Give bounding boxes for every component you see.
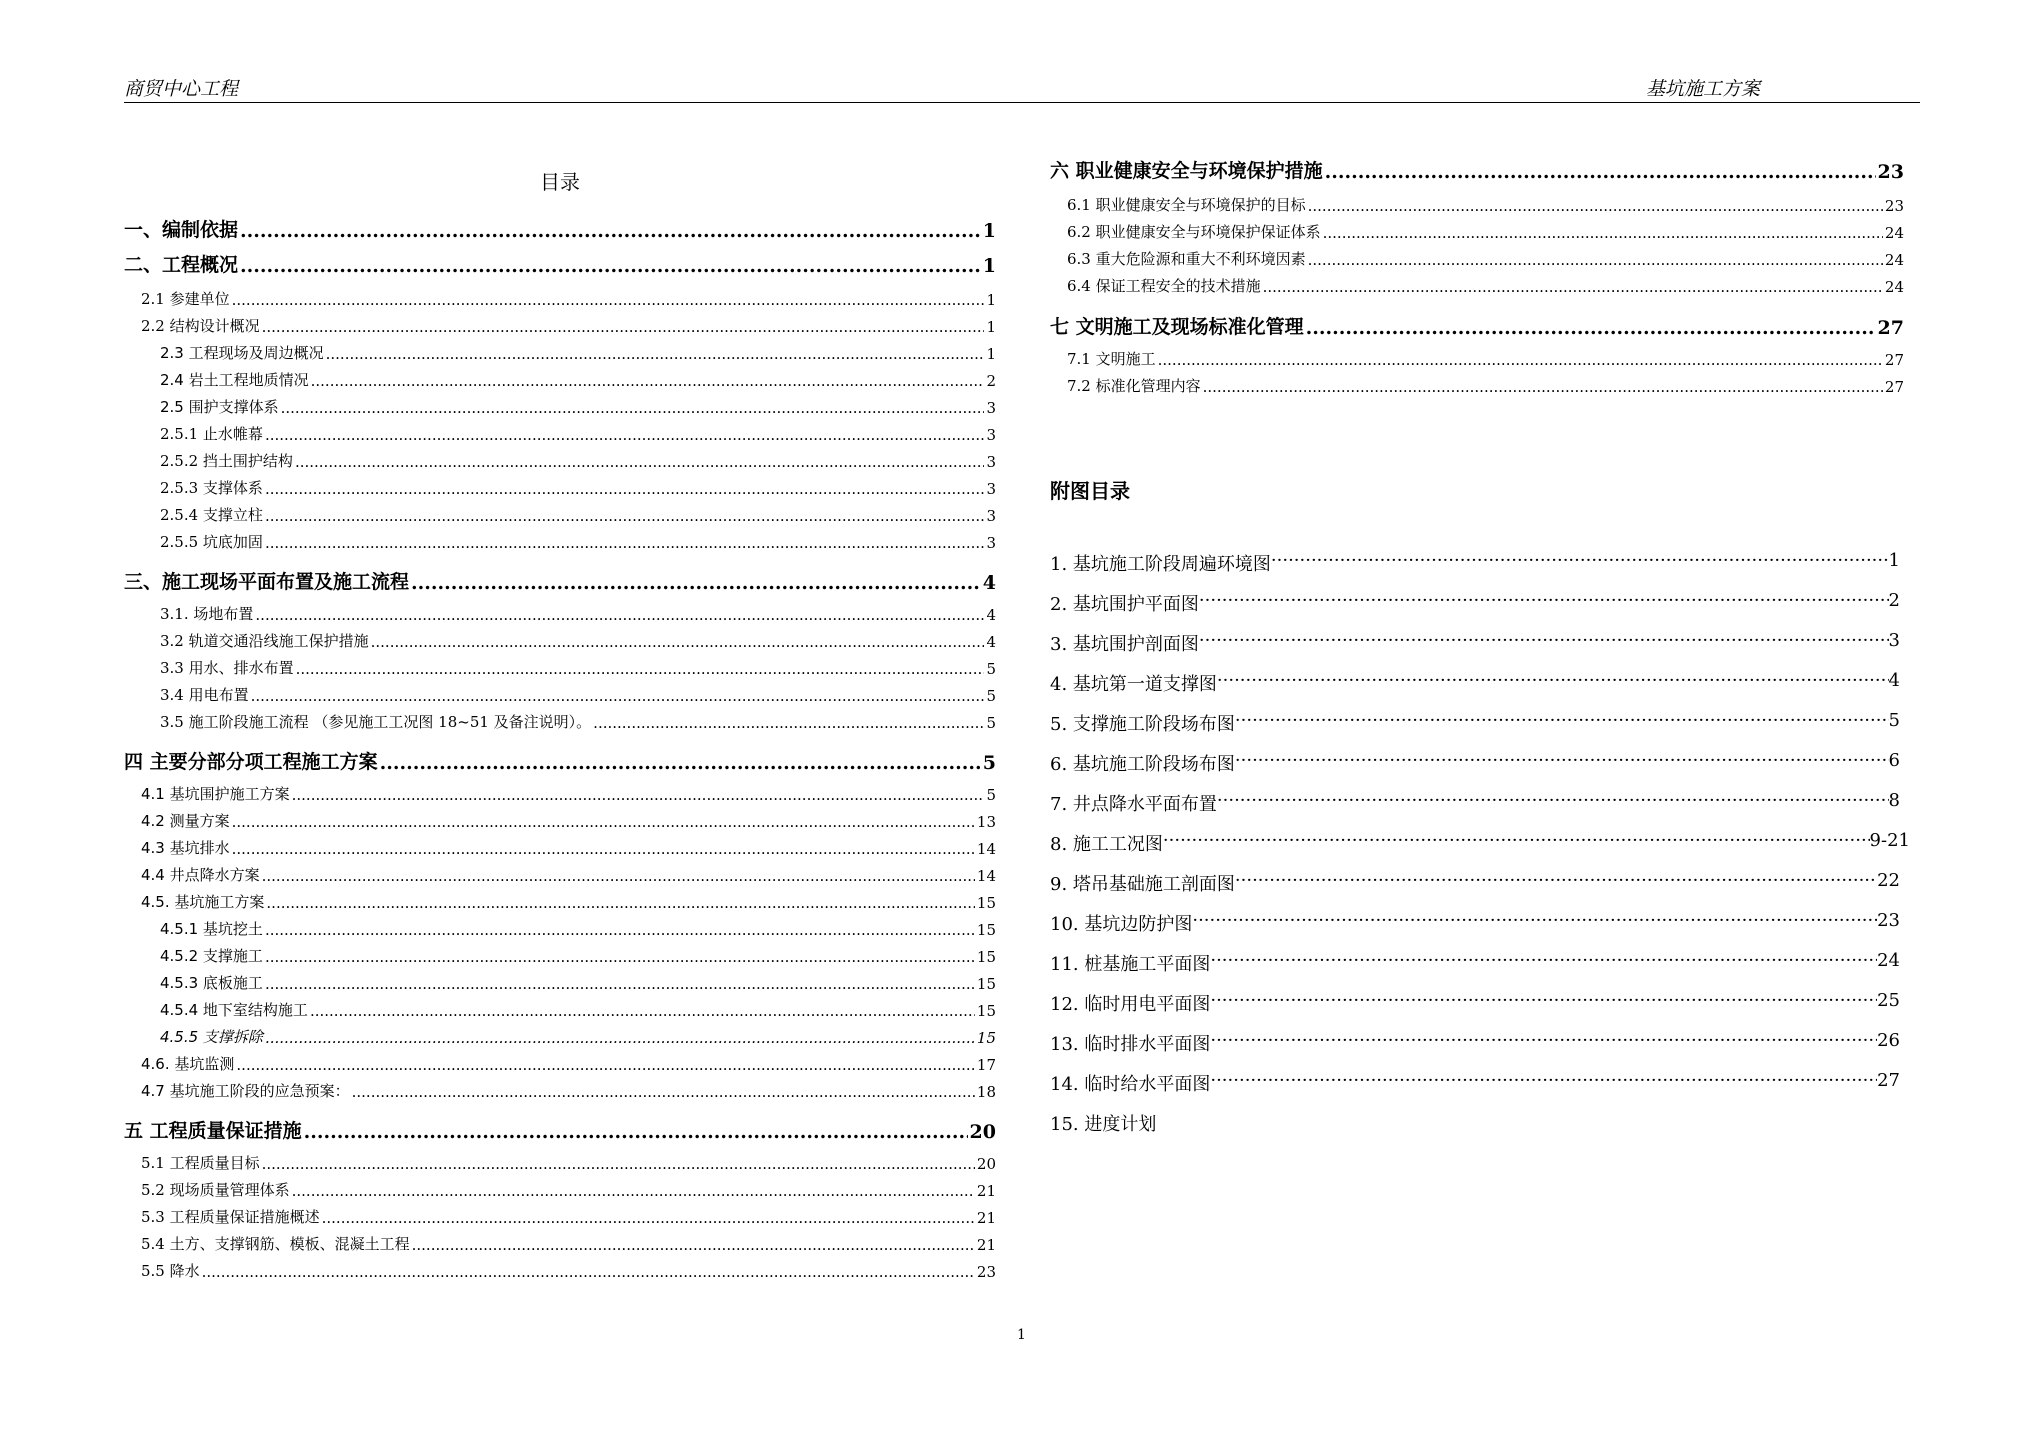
toc-left-entry[interactable] [141,810,996,831]
dot-leader [240,255,981,277]
toc-entry-page: 23 [1884,197,1904,215]
toc-left-entry[interactable] [141,1179,996,1200]
toc-left-entry[interactable] [141,783,996,804]
figure-list-item[interactable] [1050,750,1900,776]
toc-entry-label: 2.3 工程现场及周边概况 [160,344,324,362]
toc-entry-page: 15 [976,975,996,993]
figure-label: 9. 塔吊基础施工剖面图 [1050,874,1235,895]
toc-left-entry[interactable] [160,531,996,552]
figure-page: 6 [1888,750,1900,771]
toc-left-entry[interactable] [141,315,996,336]
toc-entry-label: 4.7 基坑施工阶段的应急预案： [141,1082,350,1100]
toc-left-entry[interactable] [141,1080,996,1101]
dot-leader [255,606,984,624]
toc-entry-page: 18 [976,1083,996,1101]
dot-leader [232,291,985,309]
dot-leader [265,534,985,552]
dot-leader [1263,278,1883,296]
toc-entry-label: 2.1 参建单位 [141,290,230,308]
figure-list-item[interactable] [1050,790,1900,816]
dot-leader [352,1083,975,1101]
toc-entry-page: 5 [982,752,996,774]
toc-entry-page: 17 [976,1056,996,1074]
toc-left-entry[interactable] [124,567,996,594]
dot-leader [1323,224,1883,242]
toc-left-entry[interactable] [141,1206,996,1227]
dot-leader [296,660,985,678]
dot-leader [265,426,985,444]
toc-left-entry[interactable] [160,369,996,390]
dot-leader [1210,1030,1877,1056]
figure-label: 7. 井点降水平面布置 [1050,794,1217,815]
header-document-title: 基坑施工方案 [1645,78,1760,100]
toc-left-entry[interactable] [160,999,996,1020]
dot-leader [1210,1070,1877,1096]
figure-list-item[interactable] [1050,910,1900,936]
toc-entry-label: 4.5. 基坑施工方案 [141,893,265,911]
figure-label: 1. 基坑施工阶段周遍环境图 [1050,554,1271,575]
toc-entry-page: 27 [1877,317,1904,339]
dot-leader [1210,950,1877,976]
dot-leader [265,507,985,525]
toc-right-entry[interactable] [1050,312,1904,339]
figure-list-item[interactable] [1050,950,1900,976]
dot-leader [1203,378,1883,396]
toc-entry-label: 6.3 重大危险源和重大不利环境因素 [1067,250,1306,268]
figure-page: 8 [1888,790,1900,811]
toc-right-entry[interactable] [1067,348,1904,369]
toc-entry-label: 3.1. 场地布置 [160,605,254,623]
toc-left-entry[interactable] [160,450,996,471]
figure-page: 3 [1888,630,1900,651]
toc-entry-page: 1 [986,345,996,363]
dot-leader [593,714,984,732]
dot-leader [310,1002,975,1020]
toc-left-entry[interactable] [141,1233,996,1254]
figure-label: 12. 临时用电平面图 [1050,994,1211,1015]
toc-entry-label: 3.5 施工阶段施工流程 （参见施工工况图 18~51 及备注说明）。 [160,713,592,731]
toc-right-entry[interactable] [1067,375,1904,396]
toc-left-entry[interactable] [160,657,996,678]
dot-leader [262,867,975,885]
toc-entry-page: 13 [976,813,996,831]
toc-left-entry[interactable] [141,837,996,858]
toc-left-entry[interactable] [160,945,996,966]
dot-leader [265,948,975,966]
toc-entry-label: 六 职业健康安全与环境保护措施 [1050,160,1323,182]
dot-leader [236,1056,975,1074]
toc-entry-page: 24 [1884,278,1904,296]
toc-left-entry[interactable] [124,250,996,277]
dot-leader [326,345,985,363]
toc-entry-page: 1 [982,220,996,242]
figure-page: 4 [1888,670,1900,691]
figure-list-item[interactable] [1050,830,1910,856]
figure-list-item[interactable] [1050,590,1900,616]
toc-left-entry[interactable] [160,396,996,417]
toc-entry-page: 15 [976,948,996,966]
toc-entry-label: 5.2 现场质量管理体系 [141,1181,290,1199]
toc-entry-label: 2.5.5 坑底加固 [160,533,263,551]
figure-page: 23 [1877,910,1900,931]
figure-label: 15. 进度计划 [1050,1114,1157,1135]
dot-leader [304,1121,968,1143]
figure-label: 4. 基坑第一道支撑图 [1050,674,1217,695]
dot-leader [251,687,985,705]
toc-entry-label: 2.5.1 止水帷幕 [160,425,263,443]
dot-leader [1199,630,1889,656]
figure-label: 14. 临时给水平面图 [1050,1074,1211,1095]
dot-leader [1163,830,1870,856]
dot-leader [1199,590,1889,616]
page-number: 1 [1017,1327,1026,1343]
toc-entry-label: 5.1 工程质量目标 [141,1154,260,1172]
toc-entry-page: 21 [976,1182,996,1200]
dot-leader [295,453,985,471]
figure-list-item[interactable] [1050,670,1900,696]
toc-entry-page: 24 [1884,224,1904,242]
toc-entry-page: 1 [982,255,996,277]
toc-entry-label: 5.5 降水 [141,1262,200,1280]
toc-left-entry[interactable] [141,1260,996,1281]
toc-entry-page: 2 [986,372,996,390]
toc-entry-page: 5 [986,714,996,732]
toc-entry-page: 15 [976,1002,996,1020]
toc-entry-page: 5 [986,660,996,678]
toc-left-entry[interactable] [160,972,996,993]
toc-entry-label: 2.2 结构设计概况 [141,317,260,335]
figure-list-title: 附图目录 [1050,479,1130,503]
dot-leader [1235,870,1877,896]
toc-entry-label: 4.2 测量方案 [141,812,230,830]
toc-entry-label: 2.4 岩土工程地质情况 [160,371,309,389]
toc-left-entry[interactable] [124,215,996,242]
toc-entry-label: 三、施工现场平面布置及施工流程 [124,571,410,593]
toc-entry-page: 4 [986,633,996,651]
figure-page: 1 [1888,550,1900,571]
toc-entry-label: 4.4 井点降水方案 [141,866,260,884]
page-header [124,70,1920,103]
toc-entry-page: 1 [986,291,996,309]
dot-leader [1271,550,1889,576]
toc-entry-page: 3 [986,480,996,498]
figure-list-item[interactable] [1050,630,1900,656]
toc-entry-page: 14 [976,867,996,885]
toc-entry-page: 4 [982,572,996,594]
toc-entry-page: 15 [976,894,996,912]
toc-entry-label: 3.4 用电布置 [160,686,249,704]
toc-entry-page: 3 [986,399,996,417]
figure-label: 2. 基坑围护平面图 [1050,594,1199,615]
toc-entry-label: 二、工程概况 [124,254,239,276]
toc-entry-page: 1 [986,318,996,336]
toc-entry-label: 5.3 工程质量保证措施概述 [141,1208,320,1226]
figure-page: 25 [1877,990,1900,1011]
toc-entry-label: 4.6. 基坑监测 [141,1055,235,1073]
dot-leader [232,840,975,858]
dot-leader [1325,161,1876,183]
figure-label: 10. 基坑边防护图 [1050,914,1193,935]
dot-leader [1217,790,1889,816]
toc-left-entry[interactable] [160,711,996,732]
toc-entry-label: 七 文明施工及现场标准化管理 [1050,316,1304,338]
toc-left-entry[interactable] [124,1116,996,1143]
dot-leader [411,572,981,594]
toc-entry-page: 5 [986,786,996,804]
dot-leader [281,399,985,417]
toc-entry-label: 3.3 用水、排水布置 [160,659,294,677]
dot-leader [265,921,975,939]
toc-entry-label: 一、编制依据 [124,219,239,241]
dot-leader [1192,910,1877,936]
toc-left-entry[interactable] [160,1026,996,1047]
figure-list-item[interactable] [1050,710,1900,736]
toc-left-entry[interactable] [160,504,996,525]
toc-right-entry[interactable] [1050,156,1904,183]
toc-right-entry[interactable] [1067,194,1904,215]
toc-entry-label: 4.3 基坑排水 [141,839,230,857]
toc-entry-page: 3 [986,453,996,471]
toc-left-entry[interactable] [141,1053,996,1074]
toc-entry-label: 4.5.4 地下室结构施工 [160,1001,308,1019]
toc-entry-page: 14 [976,840,996,858]
toc-entry-page: 3 [986,507,996,525]
figure-page: 9-21 [1869,830,1910,851]
dot-leader [265,975,975,993]
dot-leader [292,786,985,804]
toc-left-entry[interactable] [141,891,996,912]
dot-leader [380,752,981,774]
toc-entry-label: 四 主要分部分项工程施工方案 [124,751,378,773]
figure-label: 13. 临时排水平面图 [1050,1034,1211,1055]
toc-entry-label: 7.2 标准化管理内容 [1067,377,1201,395]
toc-entry-label: 4.5.3 底板施工 [160,974,263,992]
toc-entry-page: 20 [969,1121,996,1143]
toc-entry-page: 23 [1877,161,1904,183]
toc-entry-label: 2.5.4 支撑立柱 [160,506,263,524]
toc-entry-label: 五 工程质量保证措施 [124,1120,302,1142]
toc-entry-label: 2.5.3 支撑体系 [160,479,263,497]
figure-label: 6. 基坑施工阶段场布图 [1050,754,1235,775]
toc-left-entry[interactable] [124,747,996,774]
dot-leader [1158,351,1883,369]
toc-entry-page: 4 [986,606,996,624]
figure-list-item[interactable] [1050,1030,1900,1056]
figure-list-item[interactable] [1050,990,1900,1016]
dot-leader [1210,990,1877,1016]
toc-entry-page: 5 [986,687,996,705]
toc-left-entry[interactable] [160,603,996,624]
toc-left-entry[interactable] [141,1152,996,1173]
toc-left-entry[interactable] [160,684,996,705]
figure-page: 5 [1888,710,1900,731]
toc-right-entry[interactable] [1067,248,1904,269]
dot-leader [262,1155,975,1173]
dot-leader [311,372,985,390]
toc-entry-page: 21 [976,1209,996,1227]
dot-leader [265,480,985,498]
toc-entry-label: 6.1 职业健康安全与环境保护的目标 [1067,196,1306,214]
toc-entry-page: 20 [976,1155,996,1173]
toc-right-entry[interactable] [1067,275,1904,296]
header-project-name: 商贸中心工程 [124,78,239,100]
toc-entry-page: 21 [976,1236,996,1254]
toc-right-entry[interactable] [1067,221,1904,242]
dot-leader [322,1209,975,1227]
dot-leader [266,894,975,912]
dot-leader [1306,317,1876,339]
toc-entry-label: 2.5 围护支撑体系 [160,398,279,416]
dot-leader [232,813,975,831]
toc-left-entry[interactable] [160,423,996,444]
toc-left-entry[interactable] [160,342,996,363]
toc-left-entry[interactable] [141,864,996,885]
toc-entry-page: 27 [1884,378,1904,396]
figure-page: 24 [1877,950,1900,971]
figure-page: 26 [1877,1030,1900,1051]
toc-entry-label: 6.4 保证工程安全的技术措施 [1067,277,1261,295]
toc-left-entry[interactable] [160,477,996,498]
toc-entry-page: 15 [976,921,996,939]
dot-leader [412,1236,975,1254]
toc-entry-label: 4.5.2 支撑施工 [160,947,263,965]
toc-entry-label: 4.5.5 支撑拆除 [160,1028,263,1046]
dot-leader [262,318,985,336]
toc-entry-page: 3 [986,534,996,552]
figure-page: 27 [1877,1070,1900,1091]
dot-leader [202,1263,975,1281]
figure-list-item[interactable] [1050,1070,1900,1096]
dot-leader [1308,251,1883,269]
toc-entry-label: 6.2 职业健康安全与环境保护保证体系 [1067,223,1321,241]
dot-leader [1217,670,1889,696]
toc-entry-label: 2.5.2 挡土围护结构 [160,452,293,470]
toc-entry-label: 4.5.1 基坑挖土 [160,920,263,938]
figure-label: 5. 支撑施工阶段场布图 [1050,714,1235,735]
dot-leader [240,220,981,242]
figure-list-item[interactable] [1050,870,1900,896]
toc-entry-page: 27 [1884,351,1904,369]
figure-label: 8. 施工工况图 [1050,834,1163,855]
figure-label: 11. 桩基施工平面图 [1050,954,1211,975]
toc-left-entry[interactable] [160,630,996,651]
dot-leader [1308,197,1883,215]
figure-page: 2 [1888,590,1900,611]
figure-page: 22 [1877,870,1900,891]
toc-title: 目录 [540,170,580,194]
figure-list-item[interactable] [1050,550,1900,576]
dot-leader [265,1029,975,1047]
toc-entry-page: 15 [976,1029,996,1047]
dot-leader [371,633,985,651]
toc-entry-label: 5.4 土方、支撑钢筋、模板、混凝土工程 [141,1235,410,1253]
dot-leader [1235,710,1889,736]
toc-entry-page: 24 [1884,251,1904,269]
toc-entry-label: 3.2 轨道交通沿线施工保护措施 [160,632,369,650]
dot-leader [292,1182,975,1200]
toc-left-entry[interactable] [141,288,996,309]
figure-list-item[interactable] [1050,1110,1900,1136]
toc-left-entry[interactable] [160,918,996,939]
toc-entry-page: 3 [986,426,996,444]
figure-label: 3. 基坑围护剖面图 [1050,634,1199,655]
toc-entry-label: 7.1 文明施工 [1067,350,1156,368]
toc-entry-label: 4.1 基坑围护施工方案 [141,785,290,803]
dot-leader [1235,750,1889,776]
toc-entry-page: 23 [976,1263,996,1281]
